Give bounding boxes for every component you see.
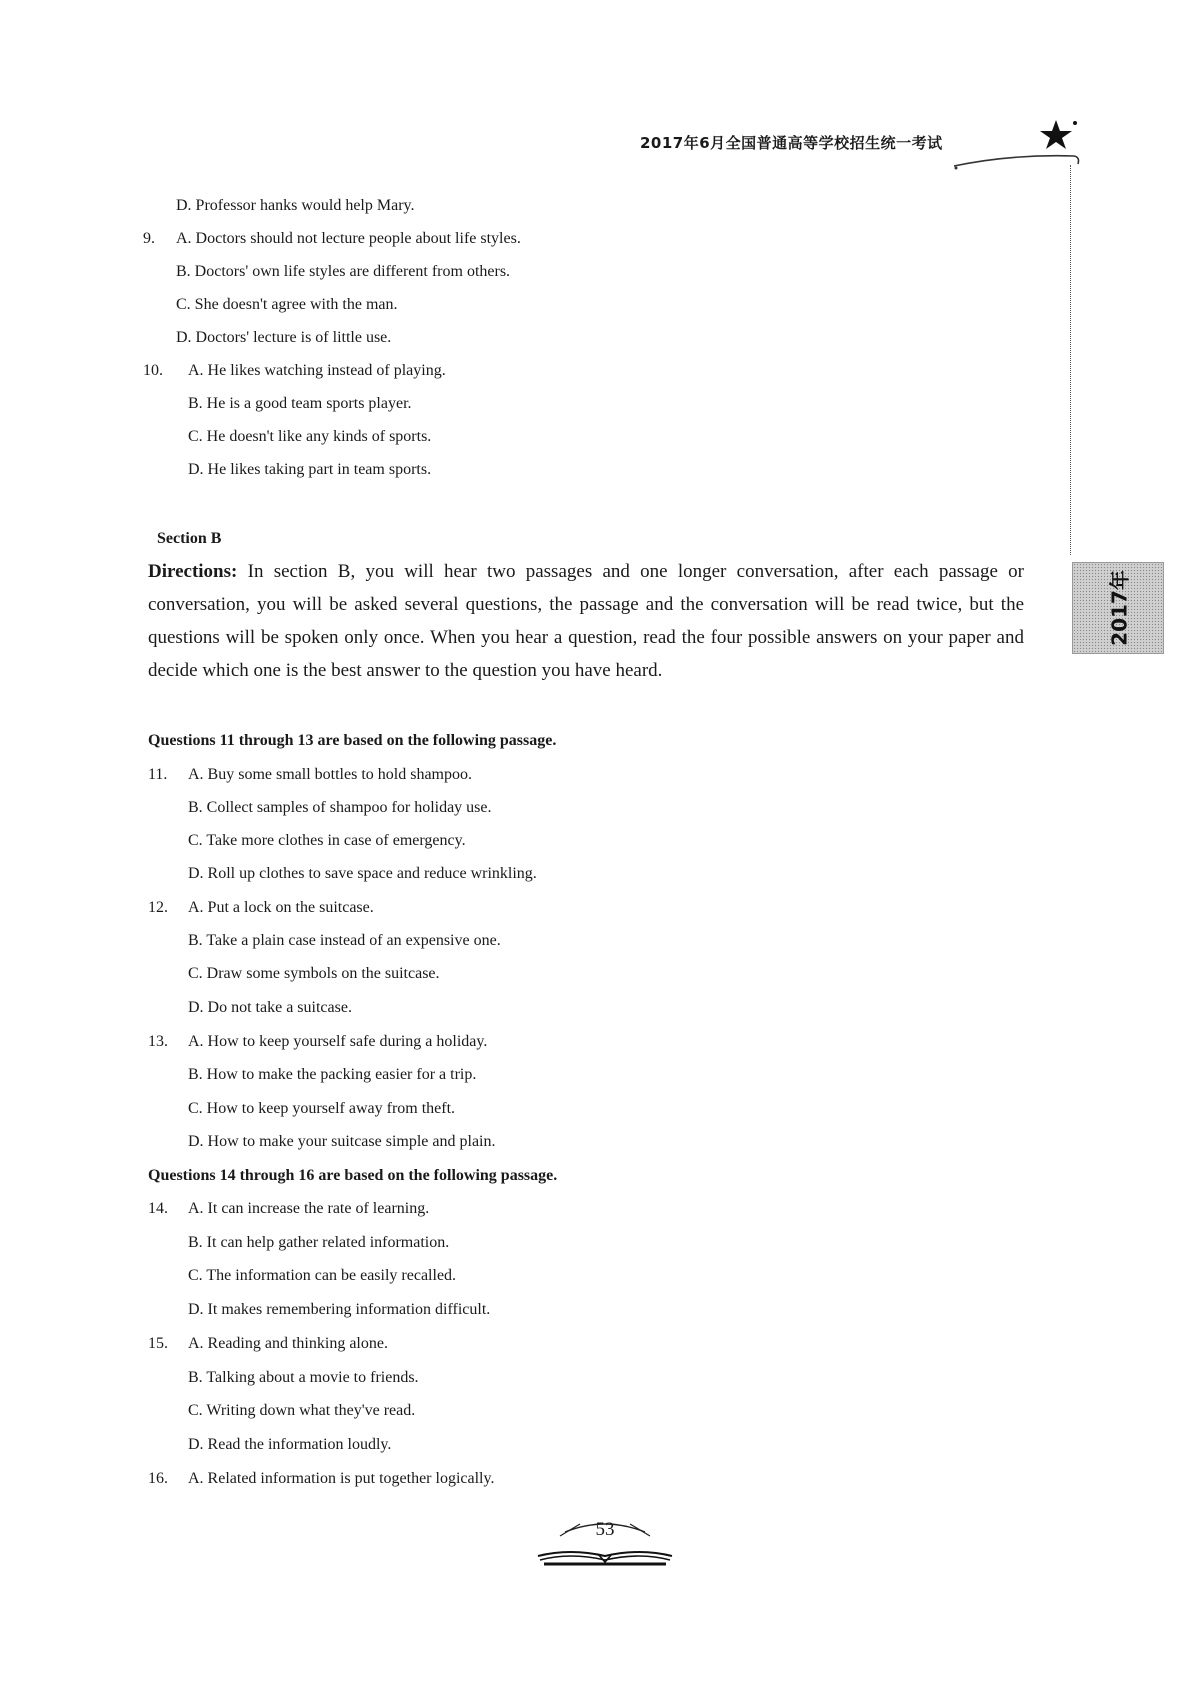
q11-number: 11. xyxy=(148,766,168,783)
q12-option-d: D. Do not take a suitcase. xyxy=(188,999,352,1016)
q16-option-a: A. Related information is put together logically. xyxy=(188,1470,495,1487)
q13-option-d: D. How to make your suitcase simple and plain. xyxy=(188,1133,496,1150)
directions-text: In section B, you will hear two passages and one longer conversation, after each passage or conversation, you will be asked several questions, the passage and the conversation will be read twice, but the questions will be spoken only once. When you hear a question, read the four possible answers on your paper and decide which one is the best answer to the question you have heard. xyxy=(148,561,1024,681)
section-b-directions xyxy=(148,555,1024,687)
q12-number: 12. xyxy=(148,899,168,916)
year-side-tab-label: 2017年 xyxy=(1107,570,1132,646)
q9-option-b: B. Doctors' own life styles are different from others. xyxy=(176,263,511,280)
q13-option-b: B. How to make the packing easier for a trip. xyxy=(188,1066,477,1083)
q15-option-b: B. Talking about a movie to friends. xyxy=(188,1369,419,1386)
page-header-title: 2017年6月全国普通高等学校招生统一考试 xyxy=(640,134,943,152)
page-number: 53 xyxy=(595,1519,615,1540)
q16-number: 16. xyxy=(148,1470,168,1487)
q14-option-b: B. It can help gather related information. xyxy=(188,1234,450,1251)
q10-option-c: C. He doesn't like any kinds of sports. xyxy=(188,428,432,445)
q13-option-a: A. How to keep yourself safe during a holiday. xyxy=(188,1033,488,1050)
q8-option-d: D. Professor hanks would help Mary. xyxy=(176,197,415,214)
q12-option-b: B. Take a plain case instead of an expensive one. xyxy=(188,932,501,949)
header-ornament-curve xyxy=(952,148,1082,172)
year-side-tab xyxy=(1072,562,1164,654)
q14-option-d: D. It makes remembering information difficult. xyxy=(188,1301,491,1318)
directions-label: Directions: xyxy=(148,561,238,582)
q15-option-a: A. Reading and thinking alone. xyxy=(188,1335,388,1352)
q14-option-c: C. The information can be easily recalled. xyxy=(188,1267,457,1284)
q12-option-c: C. Draw some symbols on the suitcase. xyxy=(188,965,440,982)
q10-option-b: B. He is a good team sports player. xyxy=(188,395,412,412)
q13-number: 13. xyxy=(148,1033,168,1050)
q14-number: 14. xyxy=(148,1200,168,1217)
margin-dotted-rule xyxy=(1070,165,1071,555)
q9-option-c: C. She doesn't agree with the man. xyxy=(176,296,398,313)
q10-number: 10. xyxy=(143,362,163,379)
question-group-heading: Questions 11 through 13 are based on the following passage. xyxy=(148,732,557,749)
q13-option-c: C. How to keep yourself away from theft. xyxy=(188,1100,456,1117)
q15-number: 15. xyxy=(148,1335,168,1352)
q11-option-a: A. Buy some small bottles to hold shampoo. xyxy=(188,766,472,783)
q15-option-c: C. Writing down what they've read. xyxy=(188,1402,416,1419)
section-b-title: Section B xyxy=(157,530,222,547)
q14-option-a: A. It can increase the rate of learning. xyxy=(188,1200,430,1217)
q12-option-a: A. Put a lock on the suitcase. xyxy=(188,899,374,916)
q10-option-a: A. He likes watching instead of playing. xyxy=(188,362,446,379)
q10-option-d: D. He likes taking part in team sports. xyxy=(188,461,432,478)
q9-option-a: A. Doctors should not lecture people about life styles. xyxy=(176,230,521,247)
q11-option-b: B. Collect samples of shampoo for holiday use. xyxy=(188,799,492,816)
q9-number: 9. xyxy=(143,230,155,247)
question-group-heading: Questions 14 through 16 are based on the following passage. xyxy=(148,1167,558,1184)
q11-option-c: C. Take more clothes in case of emergency. xyxy=(188,832,466,849)
q15-option-d: D. Read the information loudly. xyxy=(188,1436,392,1453)
q11-option-d: D. Roll up clothes to save space and reduce wrinkling. xyxy=(188,865,537,882)
q9-option-d: D. Doctors' lecture is of little use. xyxy=(176,329,392,346)
